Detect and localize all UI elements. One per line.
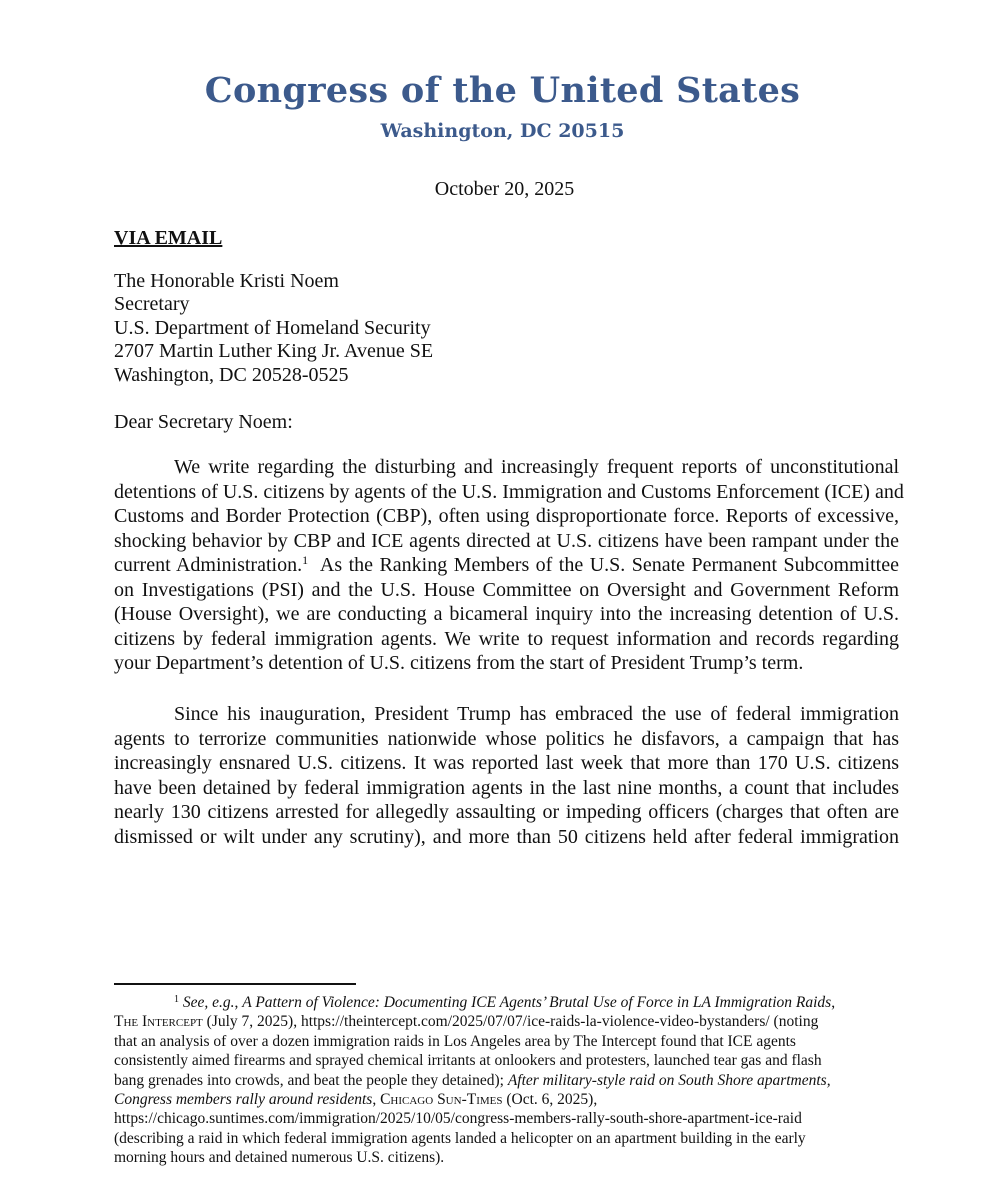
footnote-line: [114, 1071, 899, 1090]
footnote-line: [114, 1012, 899, 1031]
footnote-link[interactable]: https://chicago.suntimes.com/immigration/2025/10/05/congress-members-rally-south-shore-apartment-ice-raid: [114, 1110, 802, 1128]
paragraph-text: current Administration.: [114, 554, 303, 576]
paragraph-line: agents to terrorize communities nationwide whose politics he disfavors, a campaign that has: [114, 727, 899, 750]
footnote-article-title: A Pattern of Violence: Documenting ICE Agents’ Brutal Use of Force in LA Immigration Raids: [242, 994, 832, 1011]
footnote-article-title: After military-style raid on South Shore apartments,: [507, 1071, 831, 1089]
salutation: Dear Secretary Noem:: [114, 411, 293, 433]
paragraph-line: on Investigations (PSI) and the U.S. House Committee on Oversight and Government Reform: [114, 578, 899, 601]
footnote-article-title: Congress members rally around residents: [114, 1090, 373, 1108]
paragraph-line: have been detained by federal immigration agents in the last nine months, a count that includes: [114, 776, 899, 799]
paragraph-line: dismissed or wilt under any scrutiny), and more than 50 citizens held after federal immigration: [114, 825, 899, 848]
paragraph-line: Since his inauguration, President Trump has embraced the use of federal immigration: [174, 703, 899, 725]
footnote-line: morning hours and detained numerous U.S. citizens).: [114, 1149, 445, 1167]
paragraph-line: nearly 130 citizens arrested for allegedly assaulting or impeding officers (charges that often are: [114, 801, 899, 823]
letterhead: [0, 68, 999, 144]
footnote-line: (describing a raid in which federal immigration agents landed a helicopter on an apartment building in the early: [114, 1129, 806, 1147]
paragraph-line: citizens by federal immigration agents. We write to request information and records regarding: [114, 627, 899, 650]
footnote-signal: See, e.g.: [182, 994, 235, 1011]
recipient-name: The Honorable Kristi Noem: [114, 270, 339, 292]
paragraph-line: your Department’s detention of U.S. citizens from the start of President Trump’s term.: [114, 652, 804, 674]
recipient-city: Washington, DC 20528-0525: [114, 363, 349, 386]
letter-date: October 20, 2025: [434, 178, 575, 200]
footnote-text: ,: [372, 1090, 381, 1108]
letterhead-subtitle: Washington, DC 20515: [380, 120, 625, 142]
footnote-line: that an analysis of over a dozen immigration raids in Los Angeles area by The Intercept found that ICE agents: [114, 1032, 796, 1050]
letterhead-title: Congress of the United States: [204, 70, 801, 111]
paragraph-line: We write regarding the disturbing and increasingly frequent reports of unconstitutional: [174, 456, 899, 478]
recipient-address: [114, 270, 433, 387]
footnote-publication: Chicago Sun-Times: [380, 1090, 503, 1108]
paragraph-line: [114, 553, 899, 578]
body-paragraph-1: [114, 455, 904, 676]
footnote-line: consistently aimed firearms and sprayed chemical irritants at onlookers and protesters, launched tear gas and flash: [114, 1052, 822, 1070]
recipient-department: U.S. Department of Homeland Security: [114, 316, 431, 339]
paragraph-line: Customs and Border Protection (CBP), often using disproportionate force. Reports of excessive,: [114, 505, 899, 527]
body-paragraph-2: [114, 702, 899, 849]
paragraph-line: increasingly ensnared U.S. citizens. It was reported last week that more than 170 U.S. citizens: [114, 752, 899, 774]
footnote-text: ,: [234, 994, 243, 1011]
recipient-street: 2707 Martin Luther King Jr. Avenue SE: [114, 340, 434, 363]
footnote-text: (July 7, 2025), https://theintercept.com/2025/07/07/ice-raids-la-violence-video-bystanders/ (noting: [202, 1013, 819, 1031]
footnote-divider: [114, 983, 356, 985]
footnote-line: [114, 1090, 899, 1109]
footnote-text: ,: [831, 994, 836, 1011]
paragraph-text: As the Ranking Members of the U.S. Senate Permanent Subcommittee: [308, 554, 899, 576]
delivery-method: VIA EMAIL: [114, 227, 223, 249]
footnote-text: (Oct. 6, 2025),: [502, 1090, 598, 1108]
paragraph-line: (House Oversight), we are conducting a bicameral inquiry into the increasing detention of U.S.: [114, 603, 899, 625]
paragraph-line: detentions of U.S. citizens by agents of the U.S. Immigration and Customs Enforcement (ICE) and: [114, 480, 904, 503]
footnote-number: 1: [174, 994, 179, 1005]
footnote-publication: The Intercept: [114, 1013, 203, 1031]
footnote-reference: 1: [302, 553, 309, 567]
paragraph-line: shocking behavior by CBP and ICE agents directed at U.S. citizens have been rampant under the: [114, 529, 899, 552]
footnote-1: [114, 993, 899, 1168]
footnote-text: bang grenades into crowds, and beat the people they detained);: [114, 1071, 508, 1089]
footnote-line: [114, 993, 899, 1012]
recipient-title: Secretary: [114, 293, 190, 316]
